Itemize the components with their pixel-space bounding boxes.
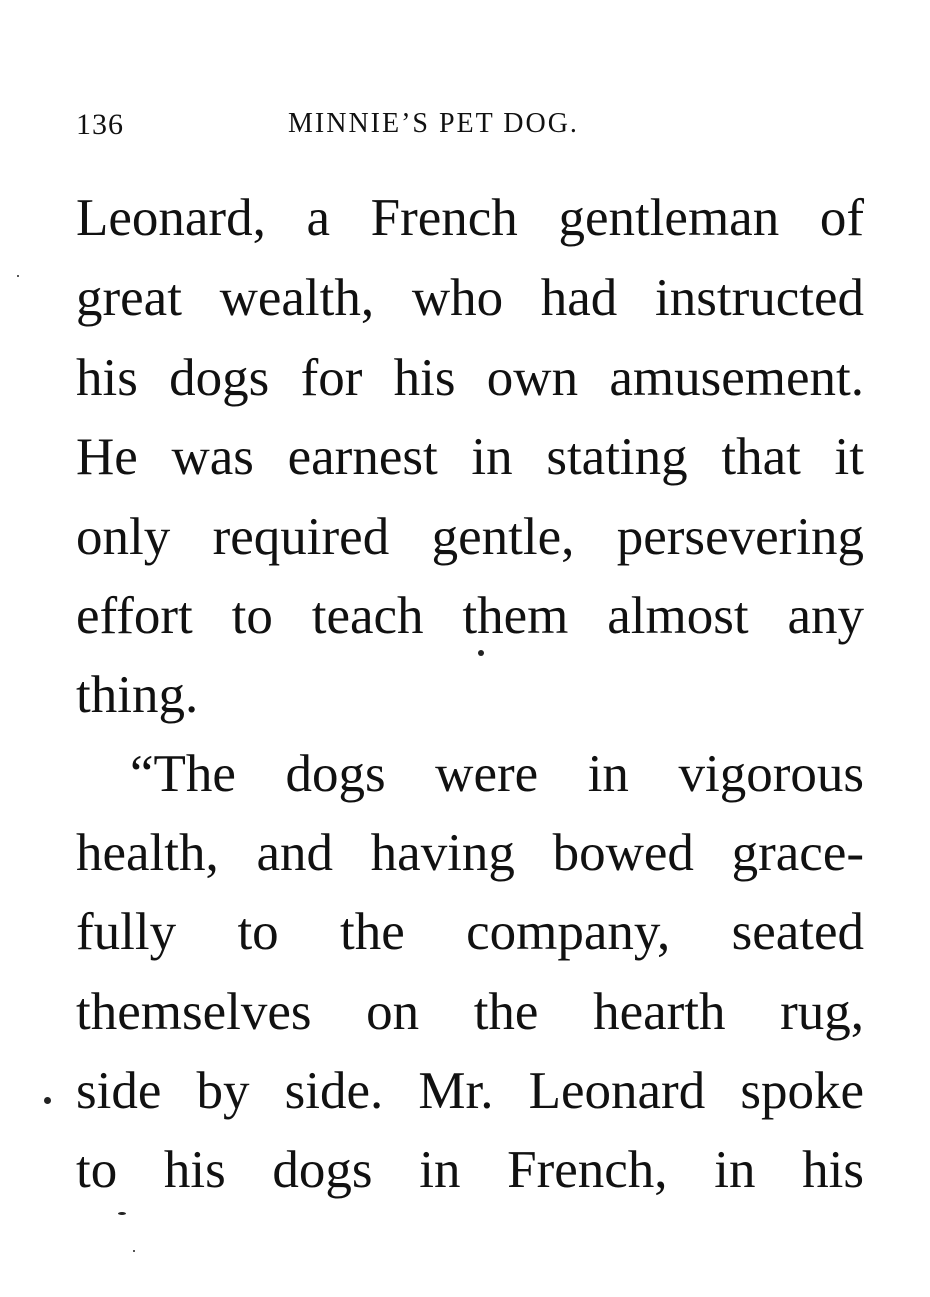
- text-line: only required gentle, persevering: [76, 508, 864, 566]
- text-line: thing.: [76, 666, 199, 724]
- text-line-paragraph-start: “The dogs were in vigorous: [130, 745, 864, 803]
- ink-speck: [478, 650, 484, 656]
- ink-speck: [44, 1097, 51, 1104]
- ink-speck: [118, 1212, 126, 1215]
- ink-speck: [17, 275, 19, 277]
- text-line: Leonard, a French gentleman of: [76, 189, 864, 247]
- text-line: his dogs for his own amusement.: [76, 349, 864, 407]
- page-header: [76, 108, 866, 148]
- text-line: themselves on the hearth rug,: [76, 983, 864, 1041]
- text-line: effort to teach them almost any: [76, 587, 864, 645]
- text-line: side by side. Mr. Leonard spoke: [76, 1062, 864, 1120]
- text-line: He was earnest in stating that it: [76, 428, 864, 486]
- text-line: to his dogs in French, in his: [76, 1141, 864, 1199]
- page-number: 136: [76, 108, 124, 141]
- text-line: great wealth, who had instructed: [76, 269, 864, 327]
- ink-speck: [133, 1250, 135, 1252]
- text-line: fully to the company, seated: [76, 903, 864, 961]
- text-line: health, and having bowed grace-: [76, 824, 864, 882]
- running-title: MINNIE’S PET DOG.: [288, 108, 579, 139]
